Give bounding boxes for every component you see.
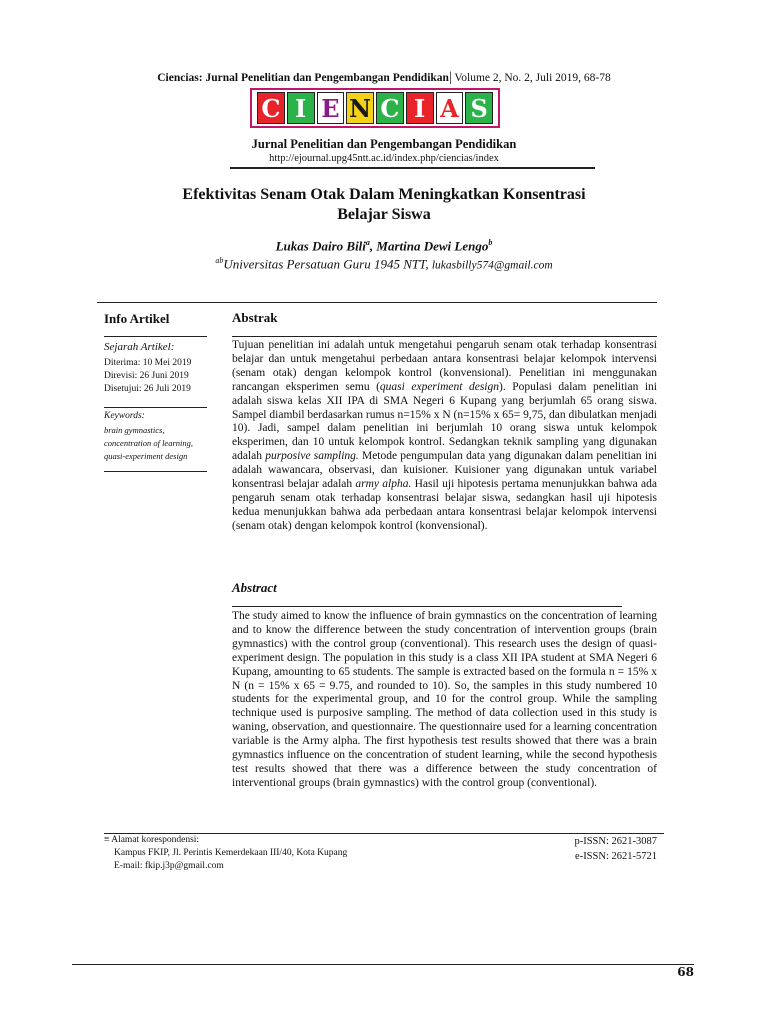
running-header-separator: |	[448, 70, 452, 85]
keyword-2: concentration of learning,	[104, 438, 194, 448]
correspondence-heading	[104, 834, 347, 847]
logo-letter: E	[317, 92, 345, 124]
page-footer-rule	[72, 964, 694, 965]
abstract-rule	[232, 606, 622, 607]
info-heading: Info Artikel	[104, 311, 170, 326]
journal-subtitle: Jurnal Penelitian dan Pengembangan Pendidikan	[251, 137, 517, 151]
logo-letter: I	[287, 92, 315, 124]
abstrak-part-4: Hasil uji hipotesis pertama menunjukkan bahwa ada pengaruh senam otak terhadap konsentrasi belajar siswa, sedangkan hasil uji hipotesis kedua menunjukkan bahwa ada perbedaan antara konsentrasi belajar kelompok intervensi (senam otak) dengan kelompok kontrol (konvensional).	[232, 478, 657, 532]
abstrak-italic-3: army alpha.	[355, 478, 412, 491]
abstrak-body	[232, 339, 657, 534]
affiliation	[0, 256, 768, 272]
p-issn: p-ISSN: 2621-3087	[574, 836, 657, 847]
journal-url[interactable]: http://ejournal.upg45ntt.ac.id/index.php/ciencias/index	[269, 153, 499, 164]
author-1-sup: a	[365, 238, 370, 247]
info-rule-3	[104, 471, 207, 472]
author-email[interactable]: lukasbilly574@gmail.com	[431, 259, 553, 272]
issn-block	[574, 834, 657, 864]
article-title-line-2: Belajar Siswa	[337, 206, 431, 223]
abstrak-part-2: ). Populasi dalam penelitian ini adalah siswa kelas XII IPA di SMA Negeri 6 Kupang yang berjumlah 65 orang siswa. Sampel diambil berdasarkan rumus n=15% x N (n=15% x 65= 9,75, dan dibulatkan menjadi 10). Jadi, sampel dalam penelitian ini berjumlah 10 orang siswa untuk kelompok eksperimen, dan 10 untuk kelompok kontrol. Sedangkan teknik sampling yang digunakan adalah	[232, 380, 657, 463]
affiliation-text: Universitas Persatuan Guru 1945 NTT,	[223, 256, 432, 272]
author-1: Lukas Dairo Bili	[275, 238, 366, 254]
date-accepted: Disetujui: 26 Juli 2019	[104, 384, 191, 394]
abstrak-italic-1: quasi experiment design	[379, 380, 499, 393]
abstrak-italic-2: purposive sampling.	[265, 450, 359, 463]
logo-letter: I	[406, 92, 434, 124]
history-label: Sejarah Artikel:	[104, 341, 175, 353]
article-title-line-1: Efektivitas Senam Otak Dalam Meningkatkan Konsentrasi	[182, 186, 586, 203]
abstract-heading: Abstract	[232, 580, 277, 595]
author-2: Martina Dewi Lengo	[376, 238, 489, 254]
correspondence-mark: ≡	[104, 835, 110, 845]
running-header-issue: Volume 2, No. 2, Juli 2019, 68-78	[451, 72, 611, 84]
keyword-3: quasi-experiment design	[104, 451, 188, 461]
abstrak-part-1: Tujuan penelitian ini adalah untuk mengetahui pengaruh senam otak terhadap konsentrasi belajar dan untuk mengetahui perbedaan antara konsentrasi belajar kelompok intervensi (senam otak) dengan kelompok kontrol (konvensional). Penelitian ini menggunakan rancangan eksperimen semu (	[232, 339, 657, 393]
article-title	[0, 185, 768, 225]
date-received: Diterima: 10 Mei 2019	[104, 358, 192, 368]
correspondence-block	[104, 834, 347, 873]
section-divider	[97, 302, 657, 303]
running-header	[0, 70, 768, 86]
logo-letter: S	[465, 92, 493, 124]
logo-letter: C	[376, 92, 404, 124]
info-rule-2	[104, 407, 207, 408]
author-2-sup: b	[488, 238, 493, 247]
running-header-journal: Ciencias: Jurnal Penelitian dan Pengembangan Pendidikan	[157, 72, 449, 84]
logo-letter: C	[257, 92, 285, 124]
keyword-1: brain gymnastics,	[104, 425, 165, 435]
info-rule-1	[104, 336, 207, 337]
abstrak-heading: Abstrak	[232, 310, 278, 325]
keywords-label: Keywords:	[104, 411, 145, 421]
affiliation-sup: ab	[215, 256, 224, 265]
e-issn: e-ISSN: 2621-5721	[575, 851, 657, 862]
logo-letter: N	[346, 92, 374, 124]
abstrak-part-3: Metode pengumpulan data yang digunakan dalam penelitian ini adalah wawancara, observasi, dan kuisioner. Kuisioner yang digunakan untuk variabel konsentrasi belajar adalah	[232, 450, 657, 491]
logo-letter: A	[436, 92, 464, 124]
author-list	[0, 238, 768, 254]
abstrak-rule	[232, 336, 657, 337]
journal-logo	[250, 88, 500, 128]
correspondence-email[interactable]: E-mail: fkip.j3p@gmail.com	[114, 861, 224, 871]
page-number: 68	[677, 965, 694, 979]
abstract-body: The study aimed to know the influence of brain gymnastics on the concentration of learning and to know the difference between the study concentration of intervention groups (brain gymnastics) with the control group (conventional). This research uses the design of quasi-experiment design. The population in this study is a class XII IPA student at SMA Negeri 6 Kupang, amounting to 65 students. The sample is extracted based on the formula n = 15% x N (n = 15% x 65 = 9.75, and rounded to 10). So, the samples in this study numbered 10 students for the experimental group, and 10 for the control group. While the sampling technique used is purposive sampling. The method of data collection used in this study is waning, observation, and questionnaire. The questionnaire used for a learning concentration variable is the Army alpha. The first hypothesis test results showed that there was a brain gymnastics influence on the concentration of student learning, while the second hypothesis test results showed that there was a difference between the study concentration of interventional groups (brain gymnastics) with the control group (conventional).	[232, 610, 657, 789]
author-separator: ,	[369, 238, 377, 254]
date-revised: Direvisi: 26 Juni 2019	[104, 371, 189, 381]
header-divider	[230, 167, 595, 169]
correspondence-label: Alamat korespondensi:	[109, 835, 200, 845]
correspondence-address: Kampus FKIP, Jl. Perintis Kemerdekaan III/40, Kota Kupang	[114, 848, 348, 858]
